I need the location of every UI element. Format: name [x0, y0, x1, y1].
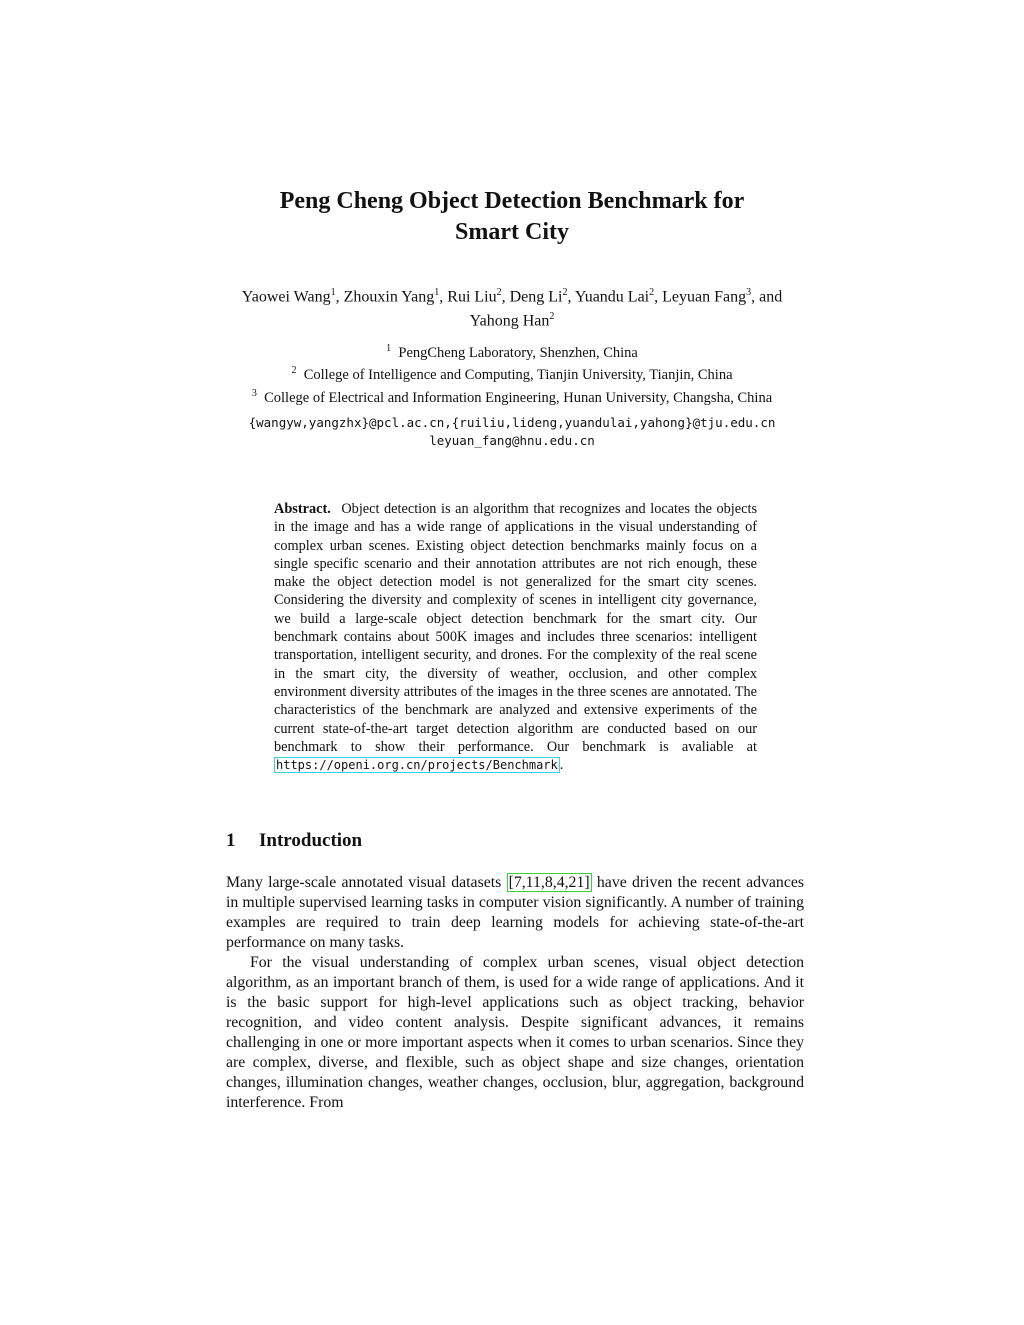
author-name: Yuandu Lai: [574, 288, 650, 306]
affiliation-text: College of Electrical and Information Engineering, Hunan University, Changsha, China: [264, 389, 773, 406]
abstract-heading: Abstract.: [274, 501, 331, 517]
section-heading: [226, 829, 362, 853]
title-line-1: Peng Cheng Object Detection Benchmark for: [279, 188, 745, 214]
affiliation: [226, 385, 798, 407]
author-affiliation-mark: 1: [330, 287, 336, 298]
paper-title: [200, 186, 824, 248]
affiliation-text: College of Intelligence and Computing, Tianjin University, Tianjin, China: [303, 367, 733, 384]
author-affiliation-mark: 2: [549, 311, 555, 323]
author-name: Zhouxin Yang: [343, 288, 435, 306]
author-name: Yaowei Wang: [241, 288, 331, 306]
introduction-body: [226, 873, 804, 1113]
author-affiliation-mark: 2: [649, 287, 655, 298]
abstract: [274, 500, 757, 774]
paragraph-text: have driven the recent advances in multiple supervised learning tasks in computer vision significantly. A number of training examples are required to train deep learning models for achieving state-of-the-art performance on many tasks.: [226, 874, 805, 951]
paragraph-text: Many large-scale annotated visual datasets: [226, 874, 502, 891]
author-name: Deng Li: [509, 288, 563, 306]
title-line-2: Smart City: [455, 219, 569, 245]
author-affiliation-mark: 1: [434, 287, 440, 298]
paragraph: [226, 873, 804, 953]
author-name: Rui Liu: [447, 288, 497, 306]
affiliation-number: 2: [291, 365, 297, 377]
abstract-end: .: [559, 757, 564, 774]
affiliation-number: 3: [251, 387, 257, 399]
author-name: Leyuan Fang: [662, 288, 747, 306]
section-number: 1: [226, 830, 236, 851]
affiliation-list: [226, 340, 798, 407]
affiliation-text: PengCheng Laboratory, Shenzhen, China: [398, 344, 638, 361]
author-affiliation-mark: 2: [496, 287, 502, 298]
citation-link[interactable]: [7,11,8,4,21]: [508, 874, 590, 891]
author-name: Yahong Han: [469, 312, 550, 330]
affiliation: [226, 362, 798, 384]
author-list: Yaowei Wang$^1$, Zhouxin Yang$^1$, Rui Liu$^2$, Deng Li$^2$, Yuandu Lai$^2$, Leyuan Fang$^3$, and Yahong Han$^2$: [241, 287, 783, 330]
author-affiliation-mark: 3: [746, 287, 752, 298]
abstract-text: Object detection is an algorithm that recognizes and locates the objects in the image and has a wide range of applications in the visual understanding of complex urban scenes. Existing object detection benchmarks mainly focus on a single specific scenario and their annotation attributes are not rich enough, these make the object detection model is not generalized for the smart city scenes. Considering the diversity and complexity of scenes in intelligent city governance, we build a large-scale object detection benchmark for the smart city. Our benchmark contains about 500K images and includes three scenarios: intelligent transportation, intelligent security, and drones. For the complexity of the real scene in the smart city, the diversity of weather, occlusion, and other complex environment diversity attributes of the images in the three scenes are annotated. The characteristics of the benchmark are analyzed and extensive experiments of the current state-of-the-art target detection algorithm are conducted based on our benchmark to show their performance. Our benchmark is avaliable at: [274, 501, 758, 755]
email-line-1: {wangyw,yangzhx}@pcl.ac.cn,{ruiliu,lideng,yuandulai,yahong}@tju.edu.cn: [248, 415, 776, 430]
paragraph: For the visual understanding of complex urban scenes, visual object detection algorithm, as an important branch of them, is used for a wide range of applications. And it is the basic support for high-level applications such as object tracking, behavior recognition, and video content analysis. Despite significant advances, it remains challenging in one or more important aspects when it comes to urban scenarios. Since they are complex, diverse, and flexible, such as object shape and size changes, orientation changes, illumination changes, weather changes, occlusion, blur, aggregation, background interference. From: [226, 954, 804, 1111]
affiliation-number: 1: [386, 343, 392, 354]
benchmark-url-link[interactable]: https://openi.org.cn/projects/Benchmark: [276, 758, 558, 773]
email-line-2: leyuan_fang@hnu.edu.cn: [429, 433, 595, 448]
section-title: Introduction: [259, 830, 363, 851]
author-affiliation-mark: 2: [562, 287, 568, 298]
affiliation: [226, 340, 798, 362]
